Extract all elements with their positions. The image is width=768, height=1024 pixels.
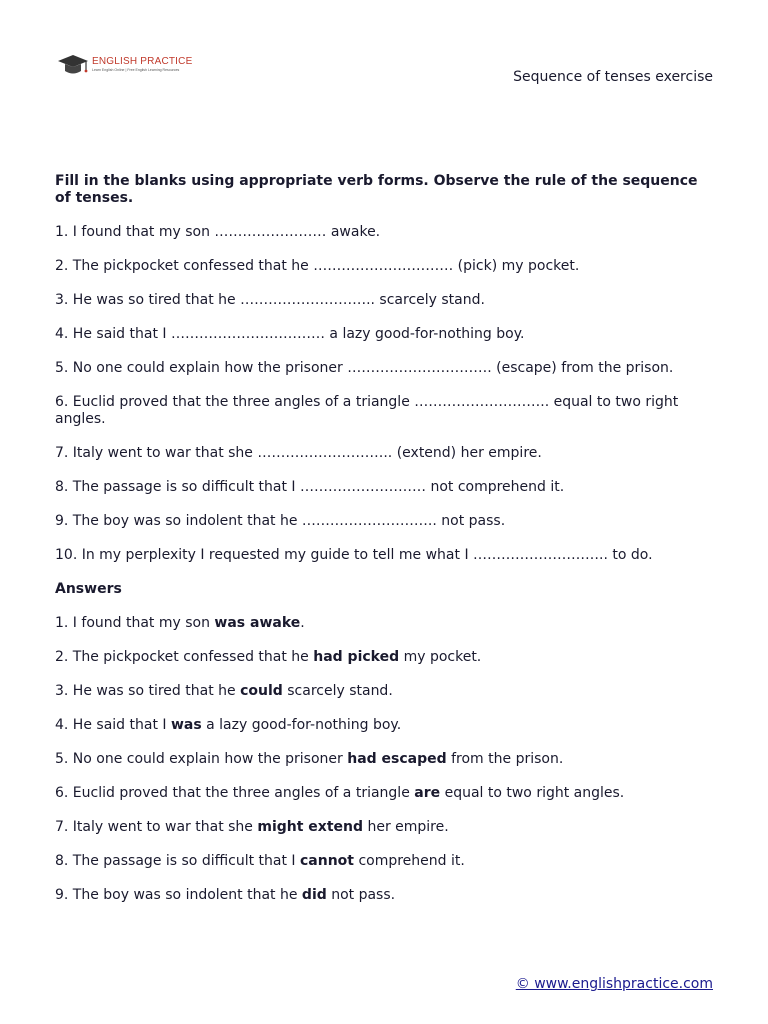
answer-text-before: 1. I found that my son (55, 615, 215, 631)
answer-item (55, 649, 715, 666)
answer-item (55, 717, 715, 734)
answer-verb: could (240, 683, 283, 699)
answer-text-before: 3. He was so tired that he (55, 683, 241, 699)
exercise-content (55, 173, 715, 921)
graduation-cap-icon (56, 52, 90, 78)
question-item: 10. In my perplexity I requested my guide to tell me what I ……………………….. to do. (55, 547, 653, 563)
footer-link[interactable]: © www.englishpractice.com (515, 976, 713, 992)
answers-heading: Answers (55, 581, 122, 597)
answer-text-after: equal to two right angles. (440, 785, 625, 801)
answer-item (55, 853, 715, 870)
document-title: Sequence of tenses exercise (513, 69, 713, 85)
answer-text-after: . (300, 615, 305, 631)
answer-item (55, 887, 715, 904)
answer-list (55, 615, 715, 904)
answer-text-before: 8. The passage is so difficult that I (55, 853, 300, 869)
answer-text-after: her empire. (363, 819, 449, 835)
answer-verb: had escaped (347, 751, 447, 767)
answer-verb: was (170, 717, 202, 733)
answer-verb: did (301, 887, 327, 903)
question-item: 6. Euclid proved that the three angles of a triangle ……………………….. equal to two right angles. (55, 394, 679, 427)
brand-tagline: Learn English Online | Free English Learning Resources (92, 68, 180, 73)
instructions: Fill in the blanks using appropriate verb forms. Observe the rule of the sequence of tenses. (55, 173, 698, 206)
answer-text-after: comprehend it. (354, 853, 465, 869)
answer-text-after: scarcely stand. (282, 683, 393, 699)
brand-name: ENGLISH PRACTICE (92, 56, 193, 68)
answer-text-after: not pass. (326, 887, 396, 903)
question-item: 5. No one could explain how the prisoner …………………………. (escape) from the prison. (55, 360, 674, 376)
answer-verb: cannot (300, 853, 354, 869)
answer-item (55, 683, 715, 700)
answer-text-before: 2. The pickpocket confessed that he (55, 649, 314, 665)
question-item: 8. The passage is so difficult that I ……………………… not comprehend it. (55, 479, 565, 495)
answer-item (55, 615, 715, 632)
answer-text-before: 4. He said that I (55, 717, 171, 733)
answer-text-after: from the prison. (446, 751, 564, 767)
answer-text-before: 7. Italy went to war that she (55, 819, 258, 835)
answer-verb: are (414, 785, 441, 801)
answer-verb: was awake (214, 615, 301, 631)
answer-item (55, 819, 715, 836)
answer-item (55, 751, 715, 768)
answer-verb: had picked (313, 649, 400, 665)
answer-text-before: 9. The boy was so indolent that he (55, 887, 302, 903)
answer-text-before: 6. Euclid proved that the three angles of a triangle (55, 785, 415, 801)
question-list (55, 224, 715, 564)
logo (56, 52, 192, 78)
answer-text-before: 5. No one could explain how the prisoner (55, 751, 348, 767)
answer-text-after: my pocket. (399, 649, 482, 665)
question-item: 1. I found that my son …………………… awake. (55, 224, 381, 240)
question-item: 9. The boy was so indolent that he ……………………….. not pass. (55, 513, 506, 529)
answer-verb: might extend (257, 819, 364, 835)
question-item: 2. The pickpocket confessed that he ………………………… (pick) my pocket. (55, 258, 580, 274)
question-item: 4. He said that I …………………………… a lazy good-for-nothing boy. (55, 326, 525, 342)
question-item: 7. Italy went to war that she ……………………….. (extend) her empire. (55, 445, 542, 461)
answer-text-after: a lazy good-for-nothing boy. (201, 717, 402, 733)
question-item: 3. He was so tired that he ……………………….. scarcely stand. (55, 292, 485, 308)
answer-item (55, 785, 715, 802)
